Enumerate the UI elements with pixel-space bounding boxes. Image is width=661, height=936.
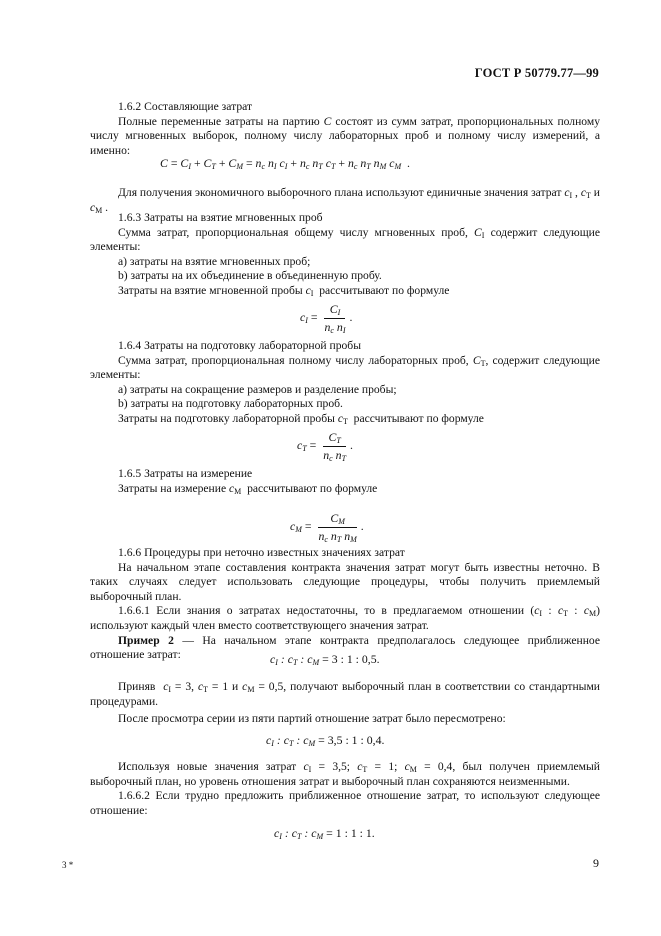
paragraph: Сумма затрат, пропорциональная общему числу мгновенных проб, $C_I$ содержит следующие элементы: [90,225,600,254]
section-1-6-5 [90,467,600,496]
formula-cM: $c_M$ = $\frac{C_M}{n_c n_T n_M}$ . [290,511,364,544]
section-1-6-3 [90,211,600,299]
section-title: 1.6.5 Затраты на измерение [118,467,253,480]
paragraph: Для получения экономичного выборочного плана используют единичные значения затрат $c_I$ , $c_T$ и $c_M$ . [90,186,601,215]
paragraph: Полные переменные затраты на партию C состоят из сумм затрат, пропорциональных полному числу мгновенных выборок, полному числу лабораторных проб и полному числу измерений, а именно: [90,114,600,157]
section-1-6-4 [90,339,600,427]
paragraph-accept [90,680,600,727]
list-item: a) затраты на взятие мгновенных проб; [118,254,311,268]
formula-cT: $c_T$ = $\frac{C_T}{n_c n_T}$ . [297,430,353,463]
paragraph: Затраты на подготовку лабораторной пробы $c_T$ рассчитывают по формуле [118,411,484,426]
standard-header: ГОСТ Р 50779.77—99 [474,66,599,80]
paragraph: Сумма затрат, пропорциональная полному числу лабораторных проб, $C_T$, содержит следующие элементы: [90,353,600,382]
section-1-6-6 [90,546,600,663]
formula-total-cost: $C = C_I + C_T + C_M = n_c$ $n_I$ $c_I + n_c$ $n_T$ $c_T + n_c$ $n_T$ $n_M$ $c_M$ . [160,156,410,171]
paragraph: 1.6.6.2 Если трудно предложить приближенное отношение затрат, то используют следующее отношение: [90,789,600,817]
list-item: a) затраты на сокращение размеров и разделение пробы; [118,382,397,396]
paragraph: Затраты на взятие мгновенной пробы $c_I$ рассчитывают по формуле [118,283,450,298]
paragraph: После просмотра серии из пяти партий отношение затрат было пересмотрено: [118,712,506,726]
section-1-6-2 [90,100,600,158]
section-title: 1.6.4 Затраты на подготовку лабораторной пробы [118,339,361,352]
formula-cI: $c_I$ = $\frac{C_I}{n_c n_I}$ . [300,302,353,335]
list-item: b) затраты на их объединение в объединенную пробу. [118,269,382,283]
paragraph-new-values [90,760,600,818]
formula-ratio-2: $c_I$ : $c_T$ : $c_M = 3,5$ : 1 : 0,4. [266,733,385,748]
paragraph: 1.6.6.1 Если знания о затратах недостаточны, то в предлагаемом отношении ($c_I$ : $c_T$ : $c_M$) используют каждый член вместо соответствующего значения затрат. [90,604,600,632]
example-paragraph: Пример 2 — На начальном этапе контракта предполагалось следующее приближенное отношение затрат: [90,633,600,662]
section-title: 1.6.6 Процедуры при неточно известных значениях затрат [118,546,405,559]
section-title: 1.6.3 Затраты на взятие мгновенных проб [118,211,323,224]
paragraph: На начальном этапе составления контракта значения затрат могут быть известны неточно. В таких случаях следует использовать следующие процедуры, чтобы получить приемлемый выборочный план. [90,560,600,603]
footer-mark: 3 * [62,860,74,870]
paragraph: Затраты на измерение $c_M$ рассчитывают по формуле [118,481,378,496]
section-title: 1.6.2 Составляющие затрат [118,100,253,113]
formula-ratio-3: $c_I$ : $c_T$ : $c_M = 1$ : 1 : 1. [274,826,375,841]
list-item: b) затраты на подготовку лабораторных проб. [118,397,343,411]
paragraph: Приняв $c_I = 3$, $c_T = 1$ и $c_M = 0,5$, получают выборочный план в соответствии со стандартными процедурами. [90,680,601,708]
paragraph: Используя новые значения затрат $c_I = 3,5$; $c_T = 1$; $c_M = 0,4$, был получен приемлемый выборочный план, но уровень отношения затрат и выборочный план сохраняются неизменными. [90,760,600,788]
page-number: 9 [593,856,599,870]
formula-ratio-1: $c_I$ : $c_T$ : $c_M = 3$ : 1 : 0,5. [270,652,380,667]
